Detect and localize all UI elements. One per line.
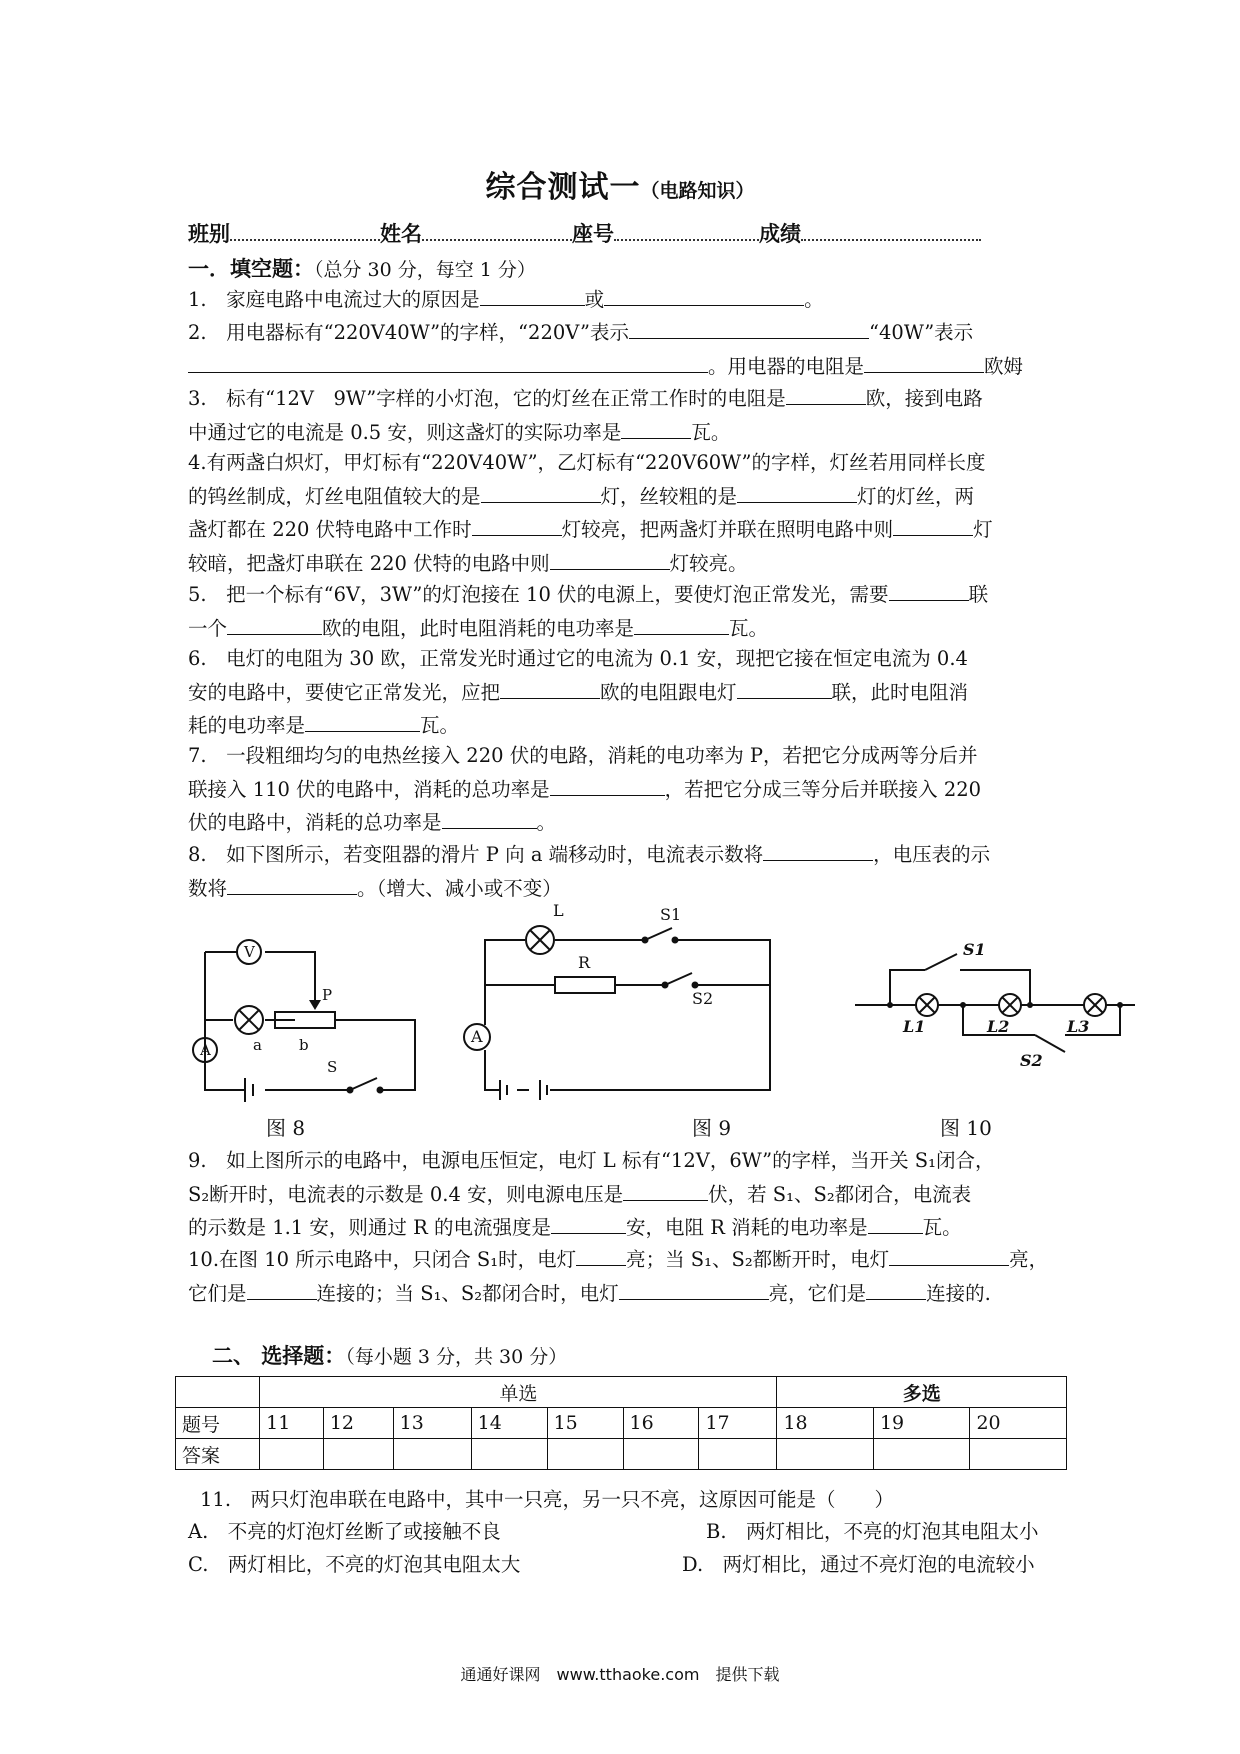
blank[interactable] <box>576 1243 626 1266</box>
label-p: P <box>322 986 333 1004</box>
row-label-number: 题号 <box>176 1408 260 1439</box>
label-l3: L3 <box>1067 1017 1090 1036</box>
blank[interactable] <box>737 676 832 699</box>
question-6: 6. 电灯的电阻为 30 欧，正常发光时通过它的电流为 0.1 安，现把它接在恒定电流为 0.4 安的电路中，要使它正常发光，应把 欧的电阻跟电灯 联，此时电阻消 耗的电功率是 瓦。 <box>188 647 969 737</box>
question-number-cell: 13 <box>393 1408 471 1439</box>
option-c[interactable]: C. 两灯相比，不亮的灯泡其电阻太大 <box>188 1553 521 1576</box>
label-s1: S1 <box>963 940 986 959</box>
switch-s1-symbol <box>925 954 957 970</box>
question-9: 9. 如上图所示的电路中，电源电压恒定，电灯 L 标有“12V，6W”的字样，当开关 S₁闭合， S₂断开时，电流表的示数是 0.4 安，则电源电压是 伏，若 S₁、S₂都闭合，电流表 的示数是 1.1 安，则通过 R 的电流强度是 安，电阻 R 消耗的电功率是 瓦。 <box>188 1149 995 1239</box>
blank[interactable] <box>864 350 984 373</box>
figure-9-circuit <box>455 900 785 1100</box>
option-d[interactable]: D. 两灯相比，通过不亮灯泡的电流较小 <box>682 1553 1035 1576</box>
label-l: L <box>553 901 564 920</box>
blank[interactable] <box>629 316 869 339</box>
answer-cell[interactable] <box>547 1439 623 1470</box>
figure-10-circuit <box>845 930 1150 1070</box>
figure-8-caption: 图 8 <box>266 1116 306 1140</box>
blank[interactable] <box>868 1211 923 1234</box>
question-3: 3. 标有“12V 9W”字样的小灯泡，它的灯丝在正常工作时的电阻是 欧，接到电路 中通过它的电流是 0.5 安，则这盏灯的实际功率是 瓦。 <box>188 382 1056 449</box>
score-field[interactable] <box>801 219 981 241</box>
label-s2: S2 <box>692 989 714 1008</box>
seat-label: 座号 <box>572 221 614 246</box>
blank[interactable] <box>619 1277 769 1300</box>
label-end-b: b <box>299 1036 309 1054</box>
blank[interactable] <box>621 416 691 439</box>
name-field[interactable] <box>422 219 572 241</box>
answer-cell[interactable] <box>471 1439 547 1470</box>
question-number-cell: 17 <box>699 1408 777 1439</box>
blank[interactable] <box>550 547 670 570</box>
resistor-r-symbol <box>555 977 615 993</box>
option-b[interactable]: B. 两灯相比，不亮的灯泡其电阻太小 <box>706 1520 1039 1543</box>
answer-cell[interactable] <box>260 1439 324 1470</box>
answer-cell[interactable] <box>873 1439 969 1470</box>
question-number-cell: 20 <box>970 1408 1067 1439</box>
switch-s1-symbol <box>645 928 672 940</box>
row-label-answer: 答案 <box>176 1439 260 1470</box>
seat-field[interactable] <box>614 219 759 241</box>
blank[interactable] <box>500 676 600 699</box>
blank[interactable] <box>550 773 665 796</box>
multi-choice-header: 多选 <box>777 1377 1067 1408</box>
answer-table <box>175 1376 1067 1470</box>
class-label: 班别 <box>188 221 230 246</box>
blank[interactable] <box>604 283 804 306</box>
name-label: 姓名 <box>380 221 422 246</box>
blank[interactable] <box>866 1277 926 1300</box>
question-number-cell: 18 <box>777 1408 873 1439</box>
blank[interactable] <box>472 513 562 536</box>
switch-symbol <box>350 1078 377 1090</box>
label-r: R <box>578 953 591 972</box>
blank[interactable] <box>442 806 537 829</box>
figure-8-circuit <box>185 930 435 1105</box>
switch-s2-symbol <box>1035 1035 1065 1052</box>
question-11-stem: 11. 两只灯泡串联在电路中，其中一只亮，另一只不亮，这原因可能是（ ） <box>200 1488 895 1511</box>
question-number-cell: 16 <box>623 1408 699 1439</box>
question-5: 5. 把一个标有“6V，3W”的灯泡接在 10 伏的电源上，要使灯泡正常发光，需要 联 一个 欧的电阻，此时电阻消耗的电功率是 瓦。 <box>188 578 1056 645</box>
blank[interactable] <box>305 709 420 732</box>
question-number-cell: 14 <box>471 1408 547 1439</box>
title-sub: （电路知识） <box>640 180 755 202</box>
label-l1: L1 <box>903 1017 926 1036</box>
answer-cell[interactable] <box>699 1439 777 1470</box>
question-number-cell: 12 <box>323 1408 393 1439</box>
question-number-cell: 15 <box>547 1408 623 1439</box>
blank[interactable] <box>227 872 357 895</box>
answer-cell[interactable] <box>623 1439 699 1470</box>
question-4: 4.有两盏白炽灯，甲灯标有“220V40W”，乙灯标有“220V60W”的字样，灯丝若用同样长度 的钨丝制成，灯丝电阻值较大的是 灯，丝较粗的是 灯的灯丝，两 盏灯都在 220 伏特电路中工作时 灯较亮，把两盏灯并联在照明电路中则 灯 较暗，把盏灯串联在 220 伏特的电路中则 灯较亮。 <box>188 451 993 575</box>
answer-cell[interactable] <box>393 1439 471 1470</box>
title-main: 综合测试一 <box>485 170 641 205</box>
blank[interactable] <box>188 350 708 373</box>
label-end-a: a <box>253 1036 262 1054</box>
label-s: S <box>327 1058 338 1076</box>
blank[interactable] <box>623 1178 708 1201</box>
blank[interactable] <box>889 1243 1009 1266</box>
switch-s2-symbol <box>665 973 692 985</box>
footer-credit: 通通好课网 www.tthaoke.com 提供下载 <box>460 1665 780 1684</box>
student-info-line <box>188 218 1078 248</box>
blank[interactable] <box>893 513 973 536</box>
blank[interactable] <box>227 612 322 635</box>
section-1-heading: 一．填空题：（总分 30 分，每空 1 分） <box>188 256 536 281</box>
section-2-heading: 二、 选择题：（每小题 3 分，共 30 分） <box>212 1343 568 1368</box>
blank[interactable] <box>481 480 601 503</box>
answer-cell[interactable] <box>777 1439 873 1470</box>
option-a[interactable]: A. 不亮的灯泡灯丝断了或接触不良 <box>188 1520 501 1543</box>
label-v: V <box>244 943 255 961</box>
question-1: 1. 家庭电路中电流过大的原因是 或 。 <box>188 283 1056 317</box>
score-label: 成绩 <box>759 221 801 246</box>
blank[interactable] <box>551 1211 626 1234</box>
answer-cell[interactable] <box>970 1439 1067 1470</box>
blank[interactable] <box>786 382 866 405</box>
blank[interactable] <box>763 838 873 861</box>
answer-cell[interactable] <box>323 1439 393 1470</box>
question-8: 8. 如下图所示，若变阻器的滑片 P 向 a 端移动时，电流表示数将 ，电压表的示 数将 。（增大、减小或不变） <box>188 838 1056 905</box>
blank[interactable] <box>480 283 585 306</box>
page-title <box>0 162 1240 206</box>
blank[interactable] <box>634 612 729 635</box>
label-a: A <box>200 1041 211 1059</box>
blank[interactable] <box>889 578 969 601</box>
question-number-cell: 19 <box>873 1408 969 1439</box>
class-field[interactable] <box>230 219 380 241</box>
question-7: 7. 一段粗细均匀的电热丝接入 220 伏的电路，消耗的电功率为 P，若把它分成两等分后并 联接入 110 伏的电路中，消耗的总功率是 ，若把它分成三等分后并联接入 220 伏的电路中，消耗的总功率是 。 <box>188 744 982 834</box>
question-10: 10.在图 10 所示电路中，只闭合 S₁时，电灯 亮；当 S₁、S₂都断开时，电灯 亮， 它们是 连接的；当 S₁、S₂都闭合时，电灯 亮，它们是 连接的. <box>188 1243 1056 1310</box>
question-2: 2. 用电器标有“220V40W”的字样，“220V”表示 “40W”表示 。用电器的电阻是 欧姆 <box>188 316 1056 383</box>
figure-9-caption: 图 9 <box>692 1116 732 1140</box>
label-s1: S1 <box>660 905 682 924</box>
figure-10-caption: 图 10 <box>940 1116 992 1140</box>
label-a: A <box>471 1027 483 1046</box>
single-choice-header: 单选 <box>260 1377 777 1408</box>
label-s2: S2 <box>1020 1051 1043 1070</box>
question-number-cell: 11 <box>260 1408 324 1439</box>
blank[interactable] <box>247 1277 317 1300</box>
blank[interactable] <box>737 480 857 503</box>
label-l2: L2 <box>987 1017 1010 1036</box>
